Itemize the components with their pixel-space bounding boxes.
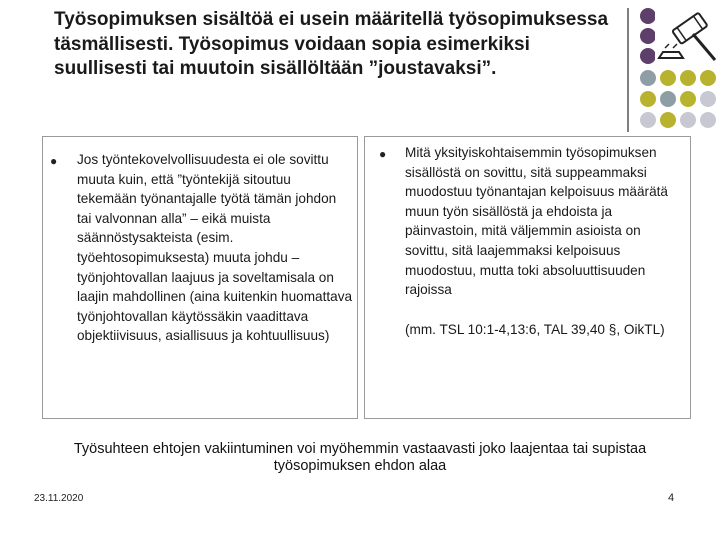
slide-date: 23.11.2020 xyxy=(34,493,84,504)
slide-title: Työsopimuksen sisältöä ei usein määritellä työsopimuksessa täsmällisesti. Työsopimus voidaan sopia esimerkiksi suullisesti tai muutoin sisällöltään ”joustavaksi”. xyxy=(54,9,609,79)
right-box-text: Mitä yksityiskohtaisemmin työsopimuksen sisällöstä on sovittu, sitä suppeammaksi muodostuu työnantajan kelpoisuus määrätä muun työn sisällöstä ja ehdoista ja päinvastoin, mitä väljemmin asioista on sovittu, sitä laajemmaksi kelpoisuus muodostuu, mutta toki absoluuttisuuden rajoissa xyxy=(405,145,668,298)
dot xyxy=(640,48,656,64)
dot xyxy=(680,91,696,107)
page-number: 4 xyxy=(668,492,675,504)
dot xyxy=(640,28,656,44)
dot xyxy=(700,70,716,86)
title-divider xyxy=(627,8,629,132)
gavel-icon xyxy=(655,8,720,66)
dot xyxy=(660,112,676,128)
dot xyxy=(700,91,716,107)
dot xyxy=(640,70,656,86)
bullet-icon: ● xyxy=(379,147,387,161)
bottom-note: Työsuhteen ehtojen vakiintuminen voi myöhemmin vastaavasti joko laajentaa tai supistaa työsopimuksen ehdon alaa xyxy=(73,441,647,474)
dot xyxy=(640,8,656,24)
left-box-text: Jos työntekovelvollisuudesta ei ole sovittu muuta kuin, että ”työntekijä sitoutuu tekemään työnantajalle työtä tämän johdon tai valvonnan alla” – eikä muista säännöstysakteista (esim. työehtosopimuksesta) muuta johdu – työnjohtovallan laajuus ja soveltamisala on laajin mahdollinen (aina kuitenkin huomattava työnjohtovallan käytössäkin vaadittava objektiivisuus, asiallisuus ja kohtuullisuus) xyxy=(77,152,353,344)
dot xyxy=(700,112,716,128)
right-box-reference: (mm. TSL 10:1-4,13:6, TAL 39,40 §, OikTL) xyxy=(405,322,665,337)
bullet-icon: ● xyxy=(50,154,58,168)
dot xyxy=(660,91,676,107)
dot xyxy=(660,70,676,86)
dot xyxy=(680,112,696,128)
dot xyxy=(640,91,656,107)
dot xyxy=(640,112,656,128)
dot xyxy=(680,70,696,86)
